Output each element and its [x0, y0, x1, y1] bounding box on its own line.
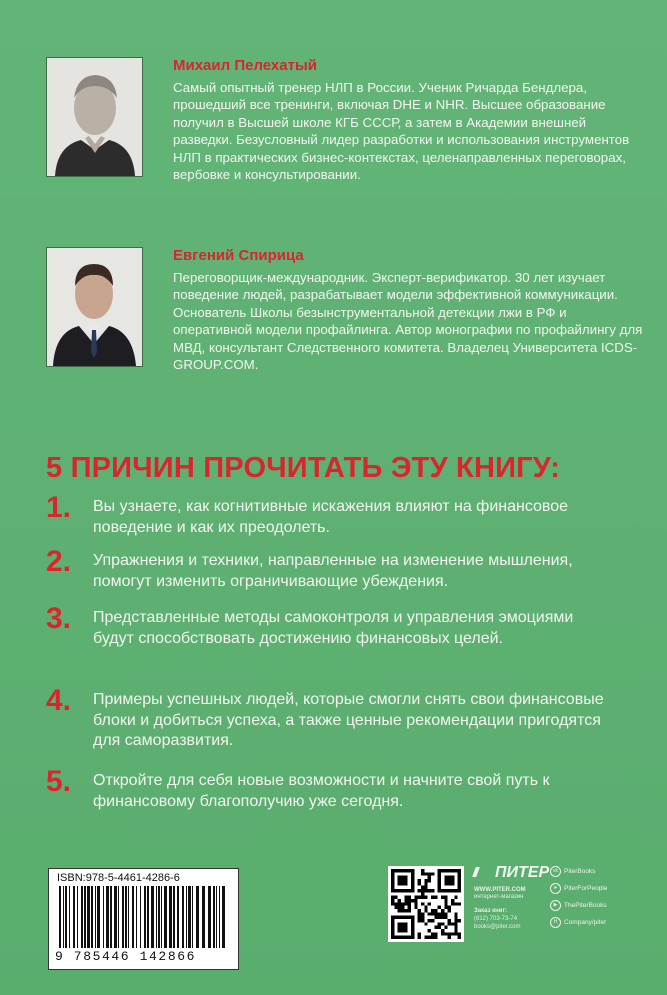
telegram-icon: ➤: [550, 883, 561, 894]
barcode-digits: 9 785446 142866: [55, 949, 197, 964]
author-bio: [173, 247, 643, 373]
reasons-heading: 5 ПРИЧИН ПРОЧИТАТЬ ЭТУ КНИГУ:: [46, 452, 561, 484]
author-description: Самый опытный тренер НЛП в России. Ученик Ричарда Бендлера, прошедший все тренинги, включая DHE и NHR. Высшее образование получил в Высшей школе КГБ СССР, а затем в Академии внешней разведки. Безусловный лидер разработки и использования инструментов НЛП в практических бизнес-контекстах, целенаправленных переговорах, вербовке и консультировании.: [173, 80, 630, 183]
author-bio: [173, 57, 643, 183]
order-email: books@piter.com: [474, 924, 521, 930]
reason-number: 3.: [46, 602, 72, 635]
author-photo: [46, 57, 143, 177]
publisher-logo-text: ПИТЕР: [495, 864, 550, 881]
reason-number: 2.: [46, 545, 72, 578]
social-label: PiterForPeople: [564, 885, 608, 893]
author-name: Михаил Пелехатый: [173, 57, 317, 74]
reason-text: Упражнения и техники, направленные на изменение мышления, помогут изменить ограничивающие убеждения.: [93, 552, 573, 590]
social-label: ThePiterBooks: [564, 902, 607, 910]
reason-text: Вы узнаете, как когнитивные искажения влияют на финансовое поведение и как их преодолеть.: [93, 498, 569, 536]
vk-icon: vk: [550, 866, 561, 877]
isbn-label: ISBN:978-5-4461-4286-6: [57, 872, 180, 884]
play-icon: ▶: [550, 900, 561, 911]
author-photo: [46, 247, 143, 367]
publisher-logo: [474, 864, 549, 882]
publisher-site-sub: интернет-магазин: [474, 894, 524, 900]
reason-text: Представленные методы самоконтроля и управления эмоциями будут способствовать достижению финансовых целей.: [93, 609, 574, 647]
social-vk: [550, 866, 595, 877]
author-name: Евгений Спирица: [173, 247, 304, 264]
isbn-barcode: [48, 868, 239, 970]
publisher-logo-icon: [472, 867, 494, 877]
order-label: Заказ книг:: [474, 908, 507, 914]
habr-icon: H: [550, 917, 561, 928]
reason-text: Примеры успешных людей, которые смогли снять свои финансовые блоки и добиться успеха, а также ценные рекомендации пригодятся для саморазвития.: [93, 691, 604, 749]
reason-number: 4.: [46, 684, 72, 717]
social-label: PiterBooks: [564, 868, 596, 876]
qr-code-pattern: [391, 869, 461, 939]
author-description: Переговорщик-международник. Эксперт-верификатор. 30 лет изучает поведение людей, разрабатывает модели эффективной коммуникации. Основатель Школы безынструментальной детекции лжи в РФ и оперативной модели профайлинга. Автор монографии по профайлингу для МВД, консультант Следственного комитета. Владелец Университета ICDS-GROUP.COM.: [173, 270, 643, 373]
qr-code: [388, 866, 464, 942]
reason-number: 1.: [46, 491, 72, 524]
reason-number: 5.: [46, 765, 72, 798]
portrait-illustration: [47, 58, 142, 176]
publisher-site: WWW.PITER.COM: [474, 887, 526, 893]
social-habr: [550, 917, 606, 928]
portrait-illustration: [47, 248, 142, 366]
social-label: Company/piter: [564, 919, 607, 927]
reason-text: Откройте для себя новые возможности и начните свой путь к финансовому благополучию уже сегодня.: [93, 772, 550, 810]
barcode-bars: [57, 886, 229, 950]
social-play: [550, 900, 607, 911]
order-phone: (812) 703-73-74: [474, 916, 518, 922]
social-telegram: [550, 883, 607, 894]
